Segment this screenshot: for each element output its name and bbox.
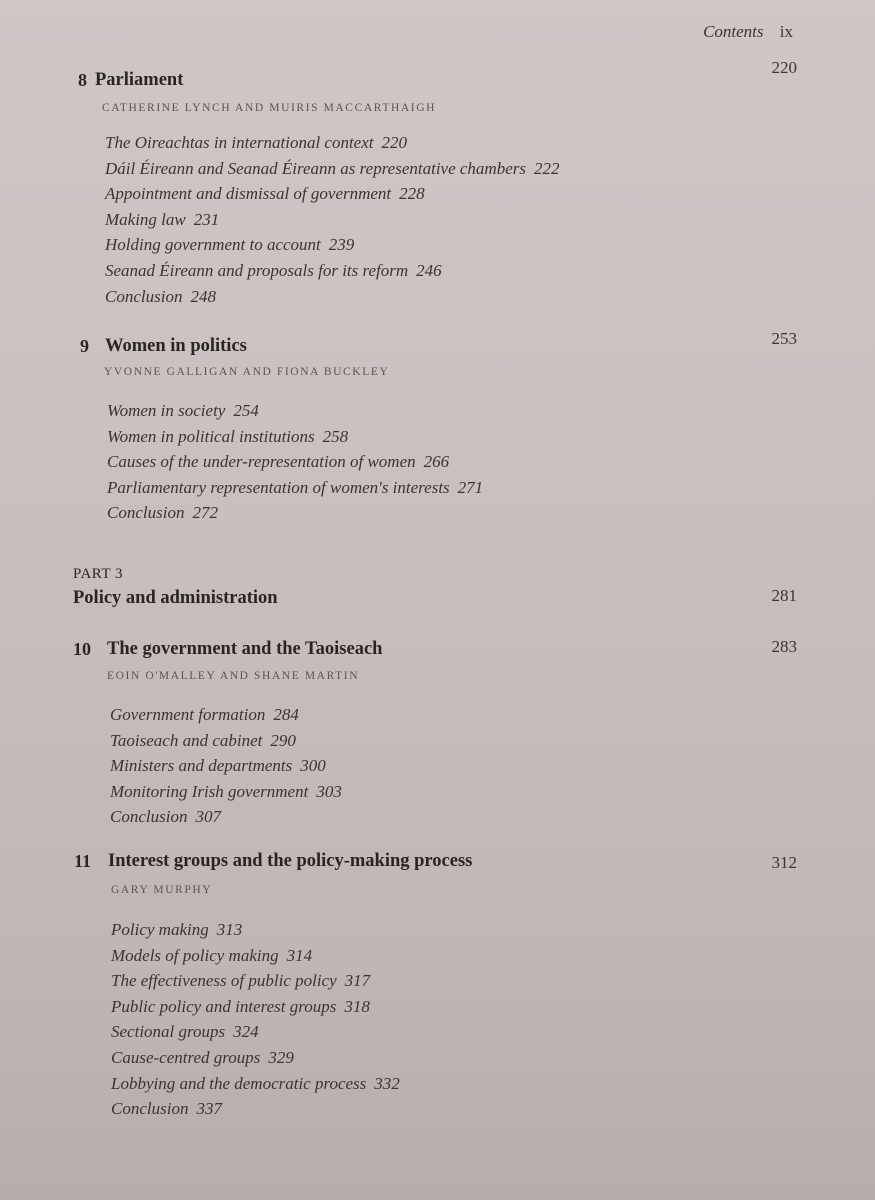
section-page: 313 [216,920,243,939]
section-page: 258 [322,426,349,446]
chapter-heading [0,58,875,90]
section-page: 271 [457,477,484,497]
section-page: 220 [381,133,407,152]
section-title: Making law [105,209,186,229]
chapter-heading [0,851,875,877]
section-item [111,917,400,943]
part-title: Policy and administration [73,588,278,608]
section-page: 300 [300,756,326,776]
section-title: Public policy and interest groups [111,996,337,1016]
section-title: Lobbying and the democratic process [111,1073,367,1093]
chapter-entry-10 [0,636,875,827]
section-page: 303 [316,781,342,801]
chapter-authors: CATHERINE LYNCH AND MUIRIS MACCARTHAIGH [102,102,437,114]
section-page: 266 [423,452,450,472]
section-title: Ministers and departments [110,756,293,776]
chapter-authors: EOIN O'MALLEY AND SHANE MARTIN [107,670,360,682]
section-title: Conclusion [111,1099,189,1119]
section-item [105,258,560,284]
section-item [105,181,560,207]
section-page: 248 [190,286,216,306]
chapter-page: 220 [771,58,797,77]
section-title: Women in political institutions [107,426,315,446]
section-title: Sectional groups [111,1022,226,1042]
section-title: Cause-centred groups [111,1047,261,1067]
section-title: Seanad Éireann and proposals for its reform [105,260,409,280]
section-page: 324 [233,1022,259,1042]
section-item [107,500,483,526]
section-page: 332 [374,1073,400,1093]
section-page: 318 [344,996,370,1016]
section-item [110,779,342,805]
section-page: 329 [268,1047,294,1067]
chapter-page: 312 [771,853,797,872]
section-title: Government formation [110,705,266,724]
running-head-title: Contents [703,22,764,41]
chapter-entry-11 [0,851,875,1119]
section-item [111,994,400,1020]
section-item [111,1045,400,1071]
section-item [110,702,342,728]
chapter-page: 253 [771,329,797,348]
section-item [111,1096,400,1122]
chapter-title: Parliament [95,70,184,90]
chapter-heading [0,330,875,356]
section-item [111,1019,400,1045]
section-item [111,1071,400,1097]
chapter-number: 8 [78,70,87,90]
section-item [110,728,342,754]
chapter-title: Interest groups and the policy-making process [108,851,473,871]
chapter-number: 10 [73,639,91,659]
section-list [105,130,560,309]
section-item [105,156,560,182]
section-item [105,130,560,156]
section-item [107,424,483,450]
section-page: 314 [286,945,313,965]
section-item [110,753,342,779]
section-title: Conclusion [105,286,183,306]
chapter-title: Women in politics [105,336,247,356]
section-item [107,398,483,424]
section-title: Conclusion [110,807,188,827]
part-label: PART 3 [73,566,124,582]
section-list [107,398,483,526]
section-title: Causes of the under-representation of women [107,452,416,472]
chapter-number: 11 [74,851,92,871]
section-page: 239 [328,235,355,255]
section-list [111,917,400,1122]
chapter-heading [0,636,875,662]
section-page: 272 [192,503,218,523]
section-page: 284 [273,705,299,724]
section-title: Holding government to account [105,235,321,255]
section-title: Women in society [107,401,226,420]
chapter-number: 9 [80,336,89,356]
section-item [105,207,560,233]
section-page: 317 [344,971,371,991]
section-item [105,232,560,258]
chapter-authors: YVONNE GALLIGAN AND FIONA BUCKLEY [104,366,390,378]
section-page: 290 [270,730,296,750]
section-title: Models of policy making [111,945,279,965]
section-title: Parliamentary representation of women's interests [107,477,450,497]
section-list [110,702,342,830]
section-page: 228 [399,184,425,204]
section-title: Dáil Éireann and Seanad Éireann as representative chambers [105,158,526,178]
section-item [111,943,400,969]
section-item [107,449,483,475]
section-page: 254 [233,401,259,420]
chapter-entry-9 [0,329,875,523]
section-page: 246 [416,260,442,280]
chapter-page: 283 [771,637,797,656]
section-title: Policy making [111,920,209,939]
chapter-authors: GARY MURPHY [111,884,213,896]
section-title: Monitoring Irish government [110,781,309,801]
section-item [110,804,342,830]
section-title: The Oireachtas in international context [105,133,374,152]
section-item [111,968,400,994]
section-title: Conclusion [107,503,185,523]
chapter-title: The government and the Taoiseach [107,639,383,659]
section-title: Taoiseach and cabinet [110,730,263,750]
running-head-page-number: ix [779,22,793,41]
section-page: 222 [534,158,560,178]
section-title: The effectiveness of public policy [111,971,337,991]
chapter-entry-8 [0,58,875,306]
section-page: 337 [196,1099,222,1119]
section-page: 231 [193,209,220,229]
section-title: Appointment and dismissal of government [105,184,392,204]
section-item [105,284,560,310]
section-item [107,475,483,501]
section-page: 307 [195,807,221,827]
part-page: 281 [771,586,797,605]
running-head [703,22,793,42]
